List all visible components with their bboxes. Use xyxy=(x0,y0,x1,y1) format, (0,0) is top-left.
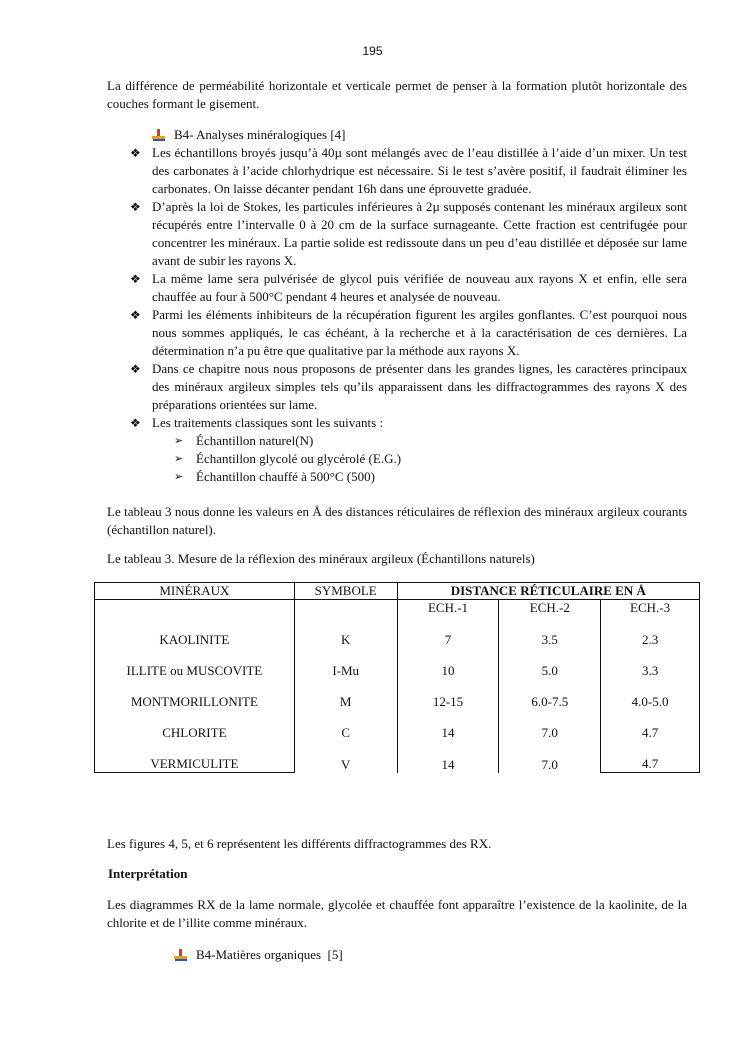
interpretation-heading: Interprétation xyxy=(108,866,188,881)
diamond-bullet-icon: ❖ xyxy=(130,200,141,214)
section-heading-organic xyxy=(174,946,343,964)
column-header-ech-1: ECH.-1 xyxy=(397,600,499,617)
diamond-bullet-icon: ❖ xyxy=(130,146,141,160)
column-header-symbole: SYMBOLE xyxy=(294,583,397,600)
list-item: ❖ D’après la loi de Stokes, les particules inférieures à 2µ supposés contenant les minéraux argileux sont récupérés entre l’intervalle 0 à 20 cm de la surface surnageante. Cette fraction est centrifugée pour concentrer les minéraux. La partie solide est redissoute dans un peu d’eau distillée et déposée sur lame avant de subir les rayons X. xyxy=(130,199,687,268)
list-item: ❖ Les échantillons broyés jusqu’à 40µ sont mélangés avec de l’eau distillée à l’aide d’un mixer. Un test des carbonates à l’acide chlorhydrique est nécessaire. Si le test s’avère positif, il faudrait éliminer les carbonates. On laisse décanter pendant 16h dans une éprouvette graduée. xyxy=(130,145,687,196)
column-header-distance: DISTANCE RÉTICULAIRE EN Å xyxy=(397,583,699,600)
list-item: ➢ Échantillon chauffé à 500°C (500) xyxy=(174,469,375,484)
list-item: ❖ Les traitements classiques sont les suivants : xyxy=(130,415,384,430)
section-heading-label: B4-Matières organiques [5] xyxy=(196,947,343,962)
diamond-bullet-icon: ❖ xyxy=(130,272,141,286)
section-heading-analyses xyxy=(152,126,346,144)
table-row: VERMICULITE V 14 7.0 4.7 xyxy=(95,741,700,773)
diamond-bullet-icon: ❖ xyxy=(130,308,141,322)
minerals-table xyxy=(94,582,700,773)
list-item: ❖ La même lame sera pulvérisée de glycol puis vérifiée de nouveau aux rayons X et enfin, elle sera chauffée au four à 500°C pendant 4 heures et analysée de nouveau. xyxy=(130,271,687,304)
diamond-bullet-icon: ❖ xyxy=(130,362,141,376)
tableau-intro-paragraph: Le tableau 3 nous donne les valeurs en Å des distances réticulaires de réflexion des minéraux argileux courants (échantillon naturel). xyxy=(107,504,687,537)
column-header-ech-2: ECH.-2 xyxy=(499,600,601,617)
arrow-bullet-icon xyxy=(174,949,188,962)
table-row: KAOLINITE K 7 3.5 2.3 xyxy=(95,616,700,648)
arrowhead-bullet-icon: ➢ xyxy=(174,435,184,447)
arrowhead-bullet-icon: ➢ xyxy=(174,453,184,465)
list-item: ❖ Dans ce chapitre nous nous proposons de présenter dans les grandes lignes, les caractères principaux des minéraux argileux simples tels qu’ils apparaissent dans les diffractogrammes des rayons X des préparations orientées sur lame. xyxy=(130,361,687,412)
page-number: 195 xyxy=(362,44,383,58)
treatment-list xyxy=(174,432,401,486)
interpretation-paragraph: Les diagrammes RX de la lame normale, glycolée et chauffée font apparaître l’existence de la kaolinite, de la chlorite et de l’illite comme minéraux. xyxy=(107,897,687,930)
table-row: CHLORITE C 14 7.0 4.7 xyxy=(95,710,700,741)
list-item: ❖ Parmi les éléments inhibiteurs de la récupération figurent les argiles gonflantes. C’est pourquoi nous nous sommes appliqués, le cas échéant, à la recherche et à la caractérisation de ces dernières. La détermination n’a pu être que qualitative par la méthode aux rayons X. xyxy=(130,307,687,358)
column-header-ech-3: ECH.-3 xyxy=(601,600,700,617)
list-item: ➢ Échantillon glycolé ou glycérolé (E.G.) xyxy=(174,451,402,466)
list-item: ➢ Échantillon naturel(N) xyxy=(174,433,314,448)
table-row: ILLITE ou MUSCOVITE I-Mu 10 5.0 3.3 xyxy=(95,648,700,679)
figures-paragraph: Les figures 4, 5, et 6 représentent les différents diffractogrammes des RX. xyxy=(107,836,492,851)
arrow-bullet-icon xyxy=(152,129,166,142)
diamond-bullet-icon: ❖ xyxy=(130,416,141,430)
procedure-list xyxy=(130,144,687,432)
table-caption: Le tableau 3. Mesure de la réflexion des minéraux argileux (Échantillons naturels) xyxy=(107,551,535,566)
section-heading-label: B4- Analyses minéralogiques [4] xyxy=(174,127,346,142)
table-row: MONTMORILLONITE M 12-15 6.0-7.5 4.0-5.0 xyxy=(95,679,700,710)
arrowhead-bullet-icon: ➢ xyxy=(174,471,184,483)
column-header-mineraux: MINÉRAUX xyxy=(95,583,295,600)
intro-paragraph: La différence de perméabilité horizontale et verticale permet de penser à la formation plutôt horizontale des couches formant le gisement. xyxy=(107,78,687,111)
